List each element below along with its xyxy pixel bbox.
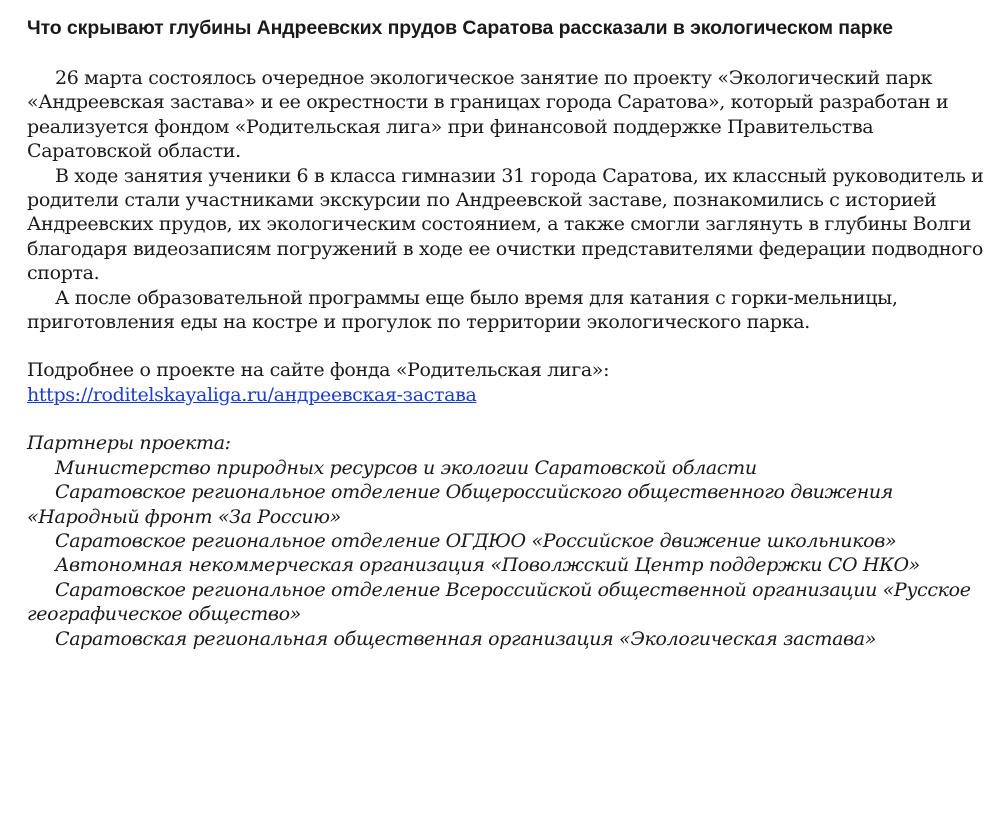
- partner-item: Министерство природных ресурсов и экологии Саратовской области: [55, 456, 757, 479]
- spacer: [27, 334, 987, 358]
- paragraph-3: А после образовательной программы еще было время для катания с горки-мельницы, приготовления еды на костре и прогулок по территории экологического парка.: [27, 286, 898, 334]
- partner-item: Саратовская региональная общественная организация «Экологическая застава»: [55, 627, 877, 650]
- article-body: [27, 66, 987, 651]
- paragraph-2: В ходе занятия ученики 6 в класса гимназии 31 города Саратова, их классный руководитель и родители стали участниками экскурсии по Андреевской заставе, познакомились с историей Андреевских прудов, их экологическим состоянием, а также смогли заглянуть в глубины Волги благодаря видеозаписям погружений в ходе ее очистки представителями федерации подводного спорта.: [27, 164, 984, 285]
- partner-item: Саратовское региональное отделение Общероссийского общественного движения «Народный фронт «За Россию»: [27, 481, 893, 528]
- more-info-text: Подробнее о проекте на сайте фонда «Родительская лига»:: [27, 359, 610, 382]
- article-title: Что скрывают глубины Андреевских прудов Саратова рассказали в экологическом парке: [27, 17, 893, 39]
- project-link[interactable]: https://roditelskayaliga.ru/андреевская-застава: [27, 383, 477, 406]
- spacer: [27, 42, 987, 66]
- spacer: [27, 407, 987, 431]
- partners-section: [27, 431, 987, 651]
- partner-item: Саратовское региональное отделение ОГДЮО «Российское движение школьников»: [55, 529, 897, 552]
- partners-heading: Партнеры проекта:: [27, 432, 231, 455]
- more-info-line: [27, 383, 987, 407]
- article: [27, 15, 987, 651]
- paragraph-1: 26 марта состоялось очередное экологическое занятие по проекту «Экологический парк «Андреевская застава» и ее окрестности в границах города Саратова», который разработан и реализуется фондом «Родительская лига» при финансовой поддержке Правительства Саратовской области.: [27, 67, 949, 163]
- partner-item: Автономная некоммерческая организация «Поволжский Центр поддержки СО НКО»: [55, 554, 920, 577]
- partner-item: Саратовское региональное отделение Всероссийской общественной организации «Русское географическое общество»: [27, 578, 971, 626]
